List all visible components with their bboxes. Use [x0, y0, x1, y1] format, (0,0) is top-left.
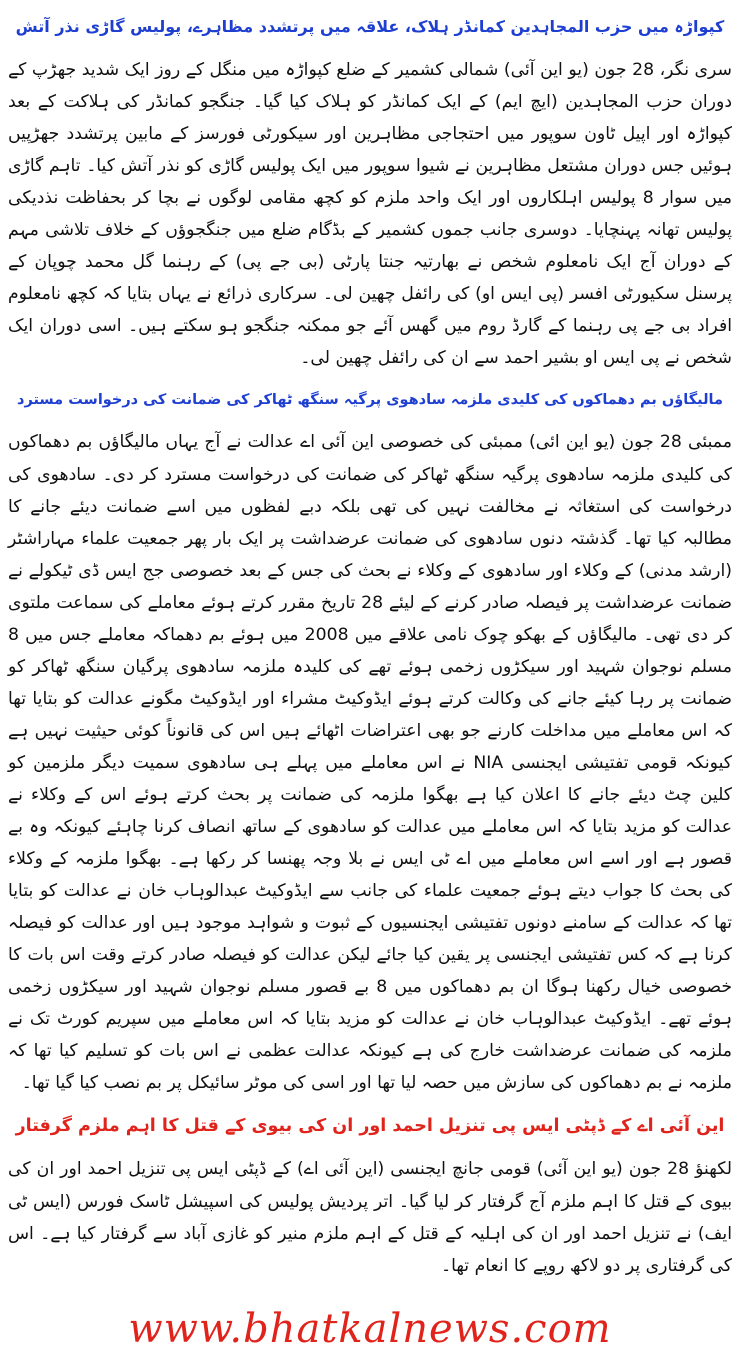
article-body-kupwara: سری نگر، 28 جون (یو این آئی) شمالی کشمیر کے ضلع کپواڑہ میں منگل کے روز ایک شدید جھڑپ کے دوران حزب المجاہدین (ایچ ایم) کے ایک کمانڈر کو ہلاک کیا گیا۔ جنگجو کمانڈر کی ہلاکت کے بعد کپواڑہ اور اپیل ٹاون سوپور میں احتجاجی مظاہرین اور سیکورٹی فورسز کے مابین پرتشدد جھڑپیں ہوئیں جس دوران مشتعل مظاہرین نے شیوا سوپور میں ایک پولیس گاڑی کو نذر آتش کیا۔ تاہم گاڑی میں سوار 8 پولیس اہلکاروں اور ایک واحد ملزم کو کچھ مقامی لوگوں نے بچا کر بحفاظت نذدیکی پولیس تھانہ پہنچایا۔ دوسری جانب جموں کشمیر کے بڈگام ضلع میں جنگجوؤں کے خلاف تلاشی مہم کے دوران آج ایک نامعلوم شخص نے بھارتیہ جنتا پارٹی (بی جے پی) کے رہنما گل محمد چوپان کے پرسنل سکیورٹی افسر (پی ایس او) کی رائفل چھین لی۔ سرکاری ذرائع نے یہاں بتایا کہ کچھ نامعلوم افراد بی جے پی رہنما کے گارڈ روم میں گھس آئے جو ممکنہ جنگجو ہو سکتے ہیں۔ اسی دوران ایک شخص نے پی ایس او بشیر احمد سے ان کی رائفل چھین لی۔: [8, 60, 733, 369]
headline-malegaon: مالیگاؤں بم دھماکوں کی کلیدی ملزمہ سادھوی پرگیہ سنگھ ٹھاکر کی ضمانت کی درخواست مسترد: [17, 392, 723, 409]
article-body-nia-dsp: لکھنؤ 28 جون (یو این آئی) قومی جانچ ایجنسی (این آئی اے) کے ڈپٹی ایس پی تنزیل احمد اور ان کی بیوی کے قتل کا اہم ملزم آج گرفتار کر لیا گیا۔ اتر پردیش پولیس کی اسپیشل ٹاسک فورس (ایس ٹی ایف) نے تنزیل احمد اور ان کی اہلیہ کے قتل کے اہم ملزم منیر کو غازی آباد سے گرفتار کیا ہے۔ اس کی گرفتاری پر دو لاکھ روپے کا انعام تھا۔: [8, 1159, 732, 1276]
website-watermark[interactable]: www.bhatkalnews.com: [128, 1306, 612, 1352]
headline-nia-dsp: این آئی اے کے ڈپٹی ایس پی تنزیل احمد اور ان کی بیوی کے قتل کا اہم ملزم گرفتار: [15, 1116, 725, 1137]
article-body-malegaon: ممبئی 28 جون (یو این ائی) ممبئی کی خصوصی این آئی اے عدالت نے آج یہاں مالیگاؤں بم دھماکوں کی کلیدی ملزمہ سادھوی پرگیہ سنگھ ٹھاکر کی ضمانت کی درخواست مسترد کر دی۔ سادھوی کی درخواست کی استغاثہ نے مخالفت نہیں کی تھی بلکہ دبے لفظوں میں اسے ضمانت دیئے جانے کا مطالبہ کیا تھا۔ گذشتہ دنوں سادھوی کی ضمانت عرضداشت پر ایک بار پھر جمعیت علماء مہاراشٹر (ارشد مدنی) کے وکلاء اور سادھوی کے وکلاء نے بحث کی جس کے بعد خصوصی جج ایس ڈی ٹیکولے نے ضمانت عرضداشت پر فیصلہ صادر کرنے کے لیئے 28 تاریخ مقرر کرتے ہوئے معاملے کی سماعت ملتوی کر دی تھی۔ مالیگاؤں کے بھکو چوک نامی علاقے میں 2008 میں ہوئے بم دھماکہ معاملے جس میں 8 مسلم نوجوان شہید اور سیکڑوں زخمی ہوئے تھے کی کلیدہ ملزمہ سادھوی پرگیان سنگھ ٹھاکر کو ضمانت پر رہا کیئے جانے کی وکالت کرتے ہوئے ایڈوکیٹ مشراء اور ایڈوکیٹ مگونے عدالت کو بتایا تھا کہ اس معاملے میں مداخلت کارنے جو بھی اعتراضات اٹھائے ہیں اس کی قانوناً کوئی حیثیت نہیں ہے کیونکہ قومی تفتیشی ایجنسی NIA نے اس معاملے میں پہلے ہی سادھوی سمیت دیگر ملزمین کو کلین چٹ دیئے جانے کا اعلان کیا ہے بھگوا ملزمہ کی ضمانت پر بحث کرتے ہوئے اس کے وکلاء نے عدالت کو مزید بتایا کہ اس معاملے میں عدالت کو سادھوی کے ساتھ انصاف کرنا چاہئے کیونکہ وہ بے قصور ہے اور اسے اس معاملے میں اے ٹی ایس نے بلا وجہ پھنسا کر رکھا ہے۔ بھگوا ملزمہ کے وکلاء کی بحث کا جواب دیتے ہوئے جمعیت علماء کی جانب سے ایڈوکیٹ عبدالوہاب خان نے عدالت کو بتایا تھا کہ عدالت کے سامنے دونوں تفتیشی ایجنسیوں کے ثبوت و شواہد موجود ہیں اور عدالت کو فیصلہ کرنا ہے کہ کس تفتیشی ایجنسی پر یقین کیا جائے لیکن عدالت کو فیصلہ صادر کرتے وقت اس بات کا خصوصی خیال رکھنا ہوگا ان بم دھماکوں میں 8 بے قصور مسلم نوجوان شہید اور سیکڑوں زخمی ہوئے تھے۔ ایڈوکیٹ عبدالوہاب خان نے عدالت کو مزید بتایا کہ اس معاملے میں سپریم کورٹ تک نے ملزمہ کی ضمانت عرضداشت خارج کی ہے کیونکہ عدالت عظمی نے اس بات کو تسلیم کیا تھا کہ ملزمہ نے بم دھماکوں کی سازش میں حصہ لیا تھا اور اسی کی موٹر سائیکل پر بم نصب کیا گیا تھا۔: [8, 432, 732, 1094]
headline-kupwara: کپواڑہ میں حزب المجاہدین کمانڈر ہلاک، علاقہ میں پرتشدد مظاہرے، پولیس گاڑی نذر آتش: [15, 17, 725, 36]
